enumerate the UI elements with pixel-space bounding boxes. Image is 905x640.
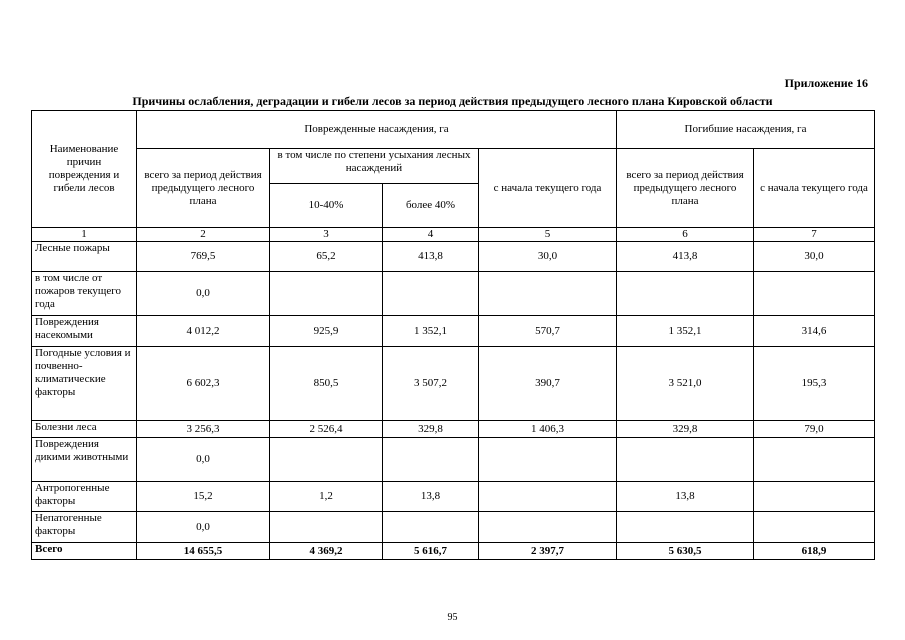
value-cell: 2 397,7 (479, 543, 617, 560)
value-cell: 6 602,3 (137, 347, 270, 421)
header-damaged: Поврежденные насаждения, га (137, 111, 617, 149)
value-cell: 79,0 (754, 421, 875, 438)
row-name-cell: Антропогенные факторы (32, 482, 137, 512)
header-name: Наименование причин повреждения и гибели лесов (32, 111, 137, 228)
row-name-cell: Непатогенные факторы (32, 512, 137, 543)
value-cell: 195,3 (754, 347, 875, 421)
value-cell: 15,2 (137, 482, 270, 512)
value-cell: 5 616,7 (383, 543, 479, 560)
column-number-cell: 6 (617, 228, 754, 242)
column-number-cell: 5 (479, 228, 617, 242)
column-number-cell: 4 (383, 228, 479, 242)
header-by-degree: в том числе по степени усыхания лесных насаждений (270, 149, 479, 184)
value-cell (270, 272, 383, 316)
value-cell (383, 438, 479, 482)
value-cell (617, 512, 754, 543)
value-cell: 413,8 (383, 242, 479, 272)
total-row (32, 543, 875, 560)
page-number: 95 (447, 612, 458, 623)
value-cell: 0,0 (137, 272, 270, 316)
column-number-cell: 2 (137, 228, 270, 242)
value-cell: 30,0 (754, 242, 875, 272)
value-cell (479, 272, 617, 316)
header-deg-10-40: 10-40% (270, 184, 383, 228)
value-cell: 1 352,1 (383, 316, 479, 347)
value-cell: 769,5 (137, 242, 270, 272)
value-cell: 329,8 (383, 421, 479, 438)
table-row (32, 272, 875, 316)
value-cell (617, 272, 754, 316)
value-cell (617, 438, 754, 482)
table-row (32, 347, 875, 421)
value-cell: 4 369,2 (270, 543, 383, 560)
value-cell: 2 526,4 (270, 421, 383, 438)
value-cell: 14 655,5 (137, 543, 270, 560)
header-dead-since-year: с начала текущего года (754, 149, 875, 228)
value-cell (754, 438, 875, 482)
value-cell (383, 272, 479, 316)
appendix-label: Приложение 16 (784, 76, 868, 90)
value-cell: 30,0 (479, 242, 617, 272)
value-cell: 413,8 (617, 242, 754, 272)
value-cell: 925,9 (270, 316, 383, 347)
value-cell (270, 512, 383, 543)
value-cell: 65,2 (270, 242, 383, 272)
value-cell: 0,0 (137, 438, 270, 482)
value-cell (270, 438, 383, 482)
value-cell: 3 507,2 (383, 347, 479, 421)
value-cell: 570,7 (479, 316, 617, 347)
value-cell (754, 482, 875, 512)
header-total-period: всего за период действия предыдущего лесного плана (137, 149, 270, 228)
row-name-cell: Болезни леса (32, 421, 137, 438)
value-cell: 0,0 (137, 512, 270, 543)
value-cell: 618,9 (754, 543, 875, 560)
table-row (32, 512, 875, 543)
value-cell (754, 512, 875, 543)
value-cell: 390,7 (479, 347, 617, 421)
column-number-cell: 7 (754, 228, 875, 242)
value-cell: 1 406,3 (479, 421, 617, 438)
value-cell: 850,5 (270, 347, 383, 421)
table-row (32, 316, 875, 347)
value-cell: 4 012,2 (137, 316, 270, 347)
header-dead-total-period: всего за период действия предыдущего лесного плана (617, 149, 754, 228)
value-cell (754, 272, 875, 316)
table-row (32, 438, 875, 482)
row-name-cell: Повреждения дикими животными (32, 438, 137, 482)
row-name-cell: Лесные пожары (32, 242, 137, 272)
value-cell: 1 352,1 (617, 316, 754, 347)
column-number-cell: 1 (32, 228, 137, 242)
value-cell: 314,6 (754, 316, 875, 347)
header-dead: Погибшие насаждения, га (617, 111, 875, 149)
table-row (32, 242, 875, 272)
table-row (32, 421, 875, 438)
header-deg-over-40: более 40% (383, 184, 479, 228)
value-cell: 3 256,3 (137, 421, 270, 438)
value-cell (479, 512, 617, 543)
value-cell (479, 438, 617, 482)
value-cell: 3 521,0 (617, 347, 754, 421)
header-since-year: с начала текущего года (479, 149, 617, 228)
column-number-row (32, 228, 875, 242)
value-cell: 13,8 (617, 482, 754, 512)
value-cell: 1,2 (270, 482, 383, 512)
row-name-cell: в том числе от пожаров текущего года (32, 272, 137, 316)
value-cell: 5 630,5 (617, 543, 754, 560)
forest-damage-table (31, 110, 875, 560)
value-cell (479, 482, 617, 512)
row-name-cell: Всего (32, 543, 137, 560)
row-name-cell: Погодные условия и почвенно-климатические факторы (32, 347, 137, 421)
document-title: Причины ослабления, деградации и гибели лесов за период действия предыдущего лесного плана Кировской области (132, 94, 773, 108)
row-name-cell: Повреждения насекомыми (32, 316, 137, 347)
column-number-cell: 3 (270, 228, 383, 242)
value-cell (383, 512, 479, 543)
value-cell: 329,8 (617, 421, 754, 438)
table-row (32, 482, 875, 512)
value-cell: 13,8 (383, 482, 479, 512)
